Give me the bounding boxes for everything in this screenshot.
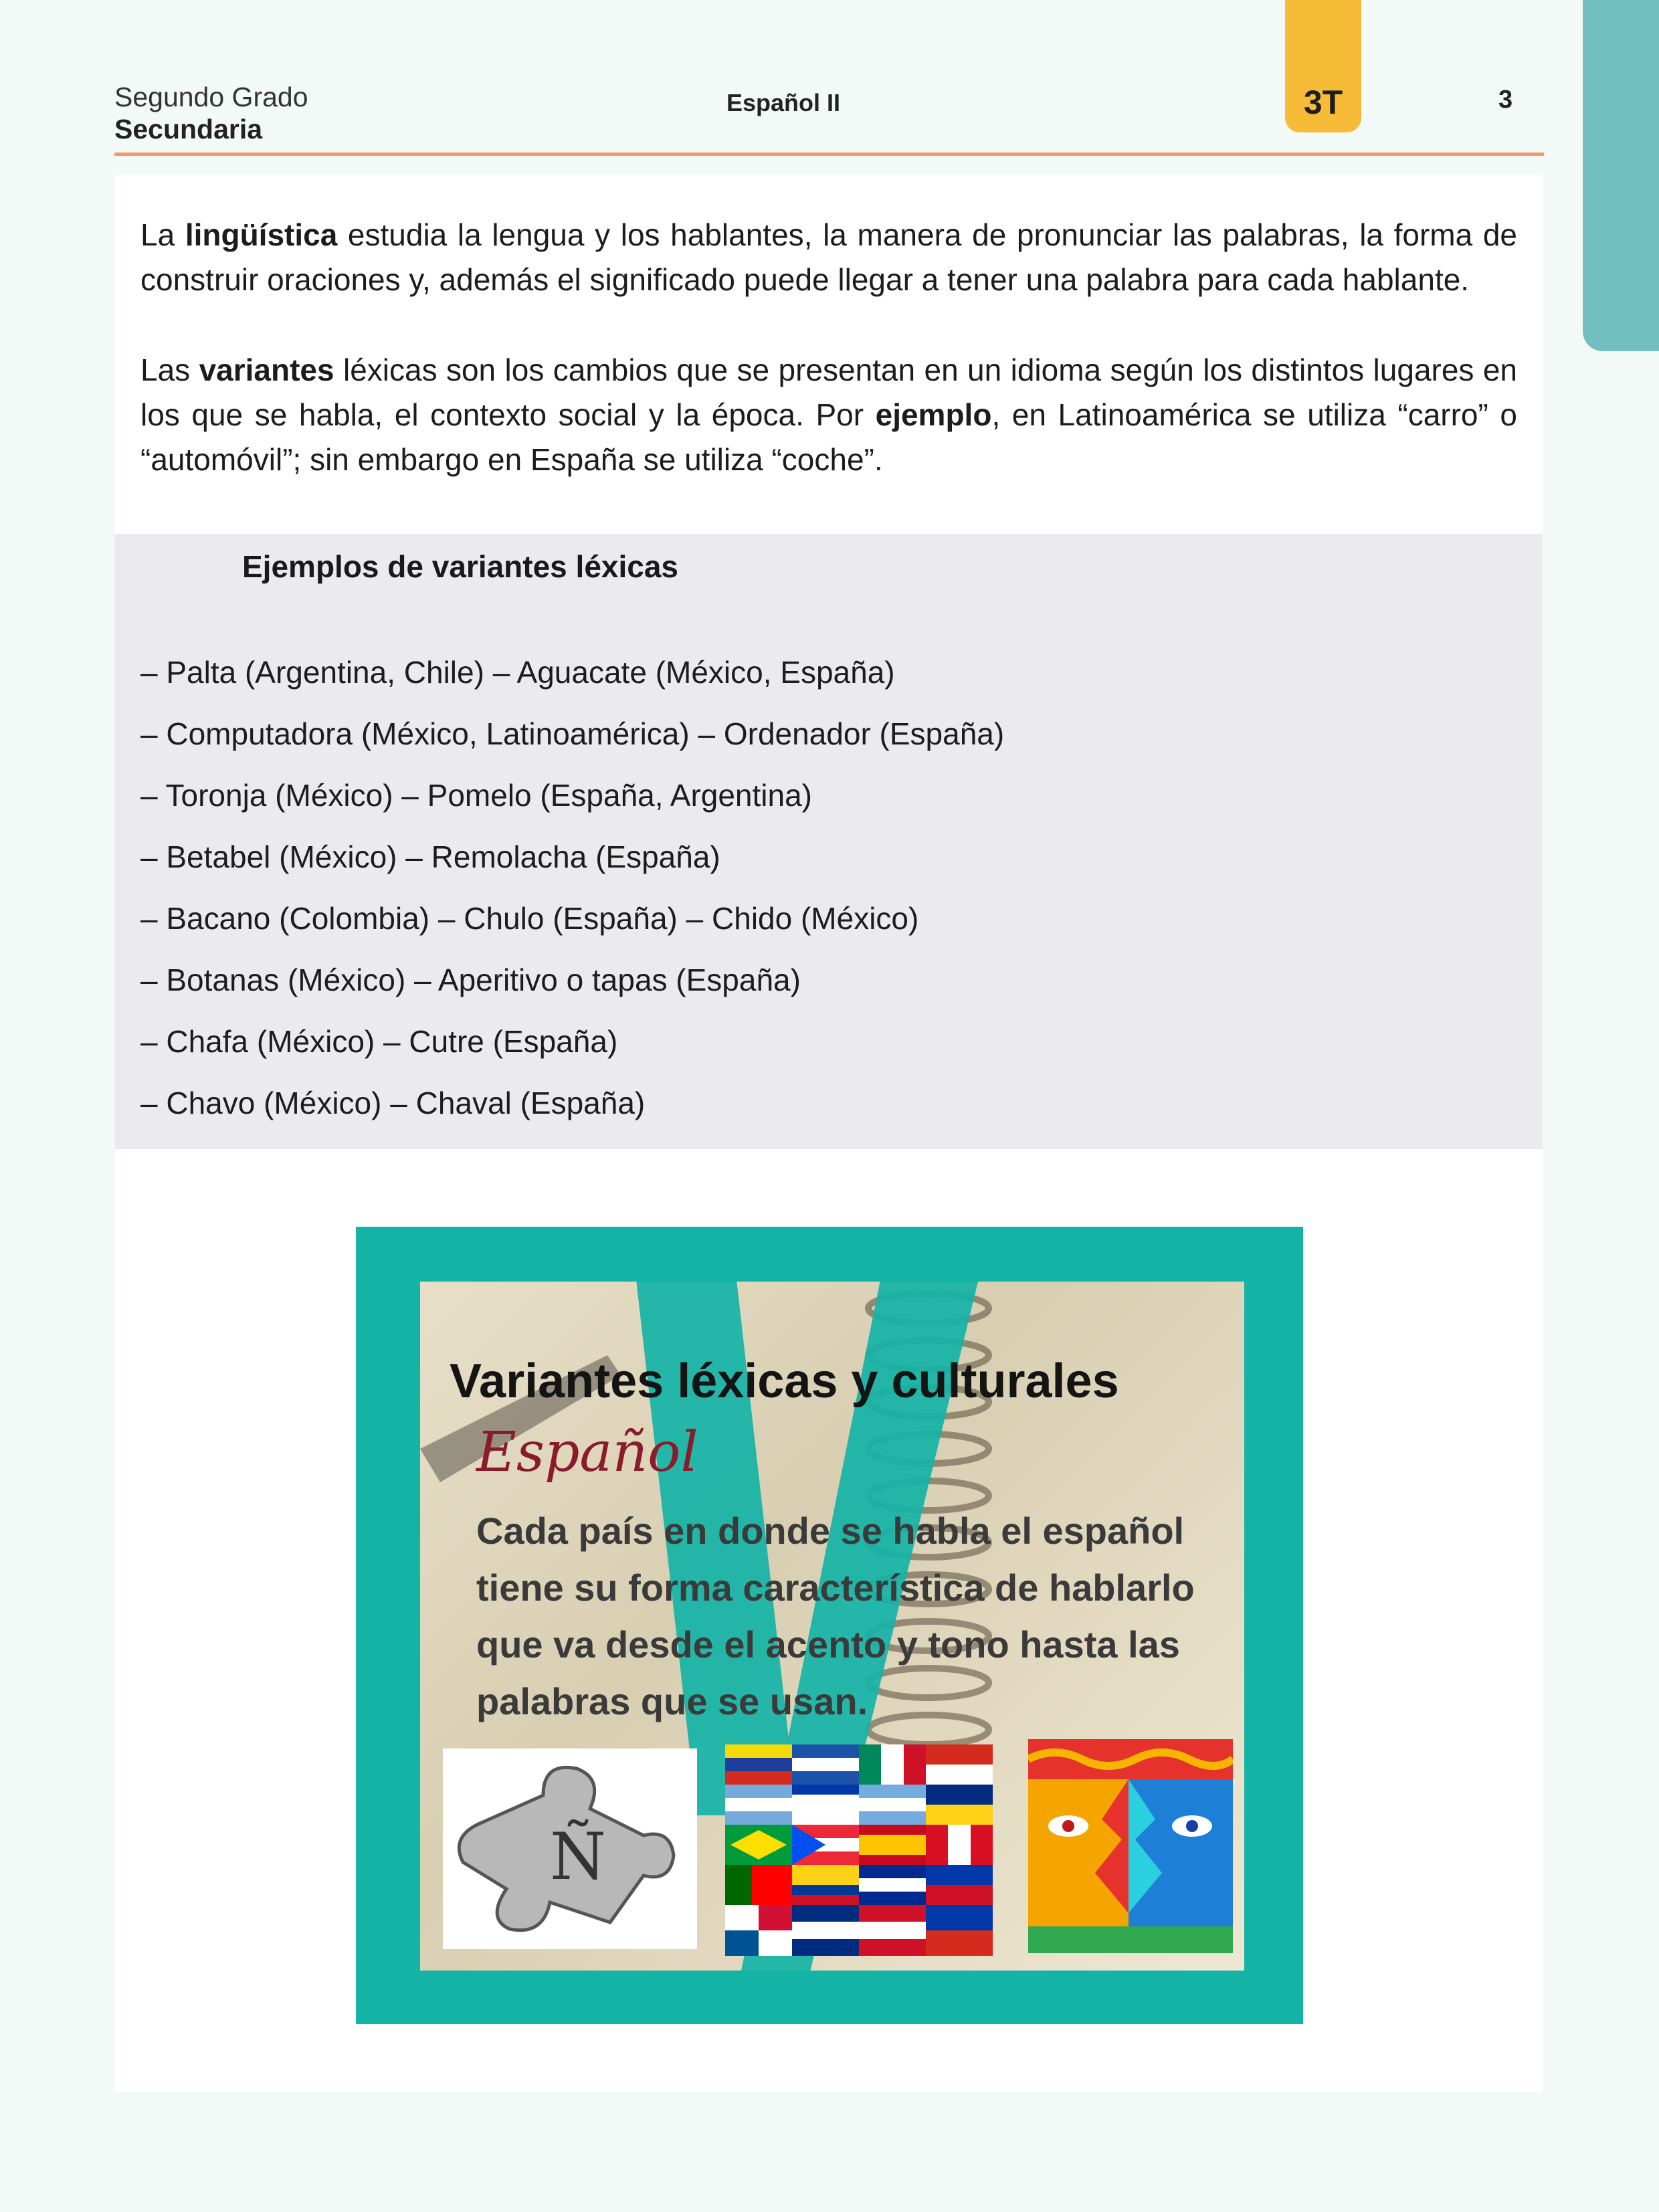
term-variantes: variantes bbox=[199, 353, 334, 387]
example-item: – Chafa (México) – Cutre (España) bbox=[140, 1024, 618, 1059]
example-item: – Chavo (México) – Chaval (España) bbox=[140, 1086, 646, 1120]
term-ejemplo: ejemplo bbox=[875, 397, 992, 432]
example-item: – Computadora (México, Latinoamérica) – Ordenador (España) bbox=[140, 716, 1005, 751]
puzzle-letter: Ñ bbox=[550, 1819, 606, 1894]
side-tab bbox=[1583, 0, 1659, 351]
grade-tab-badge bbox=[1285, 0, 1361, 132]
term-linguistica: lingüística bbox=[185, 217, 338, 252]
illustration-title: Variantes léxicas y culturales bbox=[450, 1354, 1119, 1408]
faces-artwork-icon bbox=[1028, 1739, 1233, 1953]
header-divider bbox=[114, 153, 1544, 156]
example-item: – Betabel (México) – Remolacha (España) bbox=[140, 839, 720, 874]
example-item: – Palta (Argentina, Chile) – Aguacate (México, España) bbox=[140, 655, 895, 690]
examples-title: Ejemplos de variantes léxicas bbox=[242, 549, 679, 584]
illustration-body: Cada país en donde se habla el español tiene su forma característica de hablarlo que va desde el acento y tono hasta las palabras que se usan. bbox=[476, 1510, 1195, 1722]
header-level: Secundaria bbox=[114, 114, 263, 144]
variantes-illustration bbox=[356, 1227, 1303, 2024]
example-item: – Bacano (Colombia) – Chulo (España) – Chido (México) bbox=[140, 901, 919, 936]
puzzle-piece-icon bbox=[443, 1748, 697, 1949]
example-item: – Botanas (México) – Aperitivo o tapas (España) bbox=[140, 963, 801, 997]
header-grade: Segundo Grado bbox=[114, 82, 308, 112]
flags-collage-icon bbox=[725, 1744, 993, 1956]
illustration-subtitle: Español bbox=[476, 1421, 698, 1484]
example-item: – Toronja (México) – Pomelo (España, Argentina) bbox=[140, 778, 813, 813]
header-subject: Español II bbox=[726, 89, 841, 116]
intro-paragraph-linguistica: La lingüística estudia la lengua y los hablantes, la manera de pronunciar las palabras, la forma de construir oraciones y, además el significado puede llegar a tener una palabra para cada hablante. bbox=[140, 217, 1518, 297]
page-number: 3 bbox=[1498, 86, 1513, 114]
intro-paragraph-variantes: Las variantes léxicas son los cambios que se presentan en un idioma según los distintos lugares en los que se habla, el contexto social y la época. Por ejemplo, en Latinoamérica se utiliza “carro” o “automóvil”; sin embargo en España se utiliza “coche”. bbox=[140, 353, 1517, 477]
grade-tab-label: 3T bbox=[1303, 84, 1343, 121]
